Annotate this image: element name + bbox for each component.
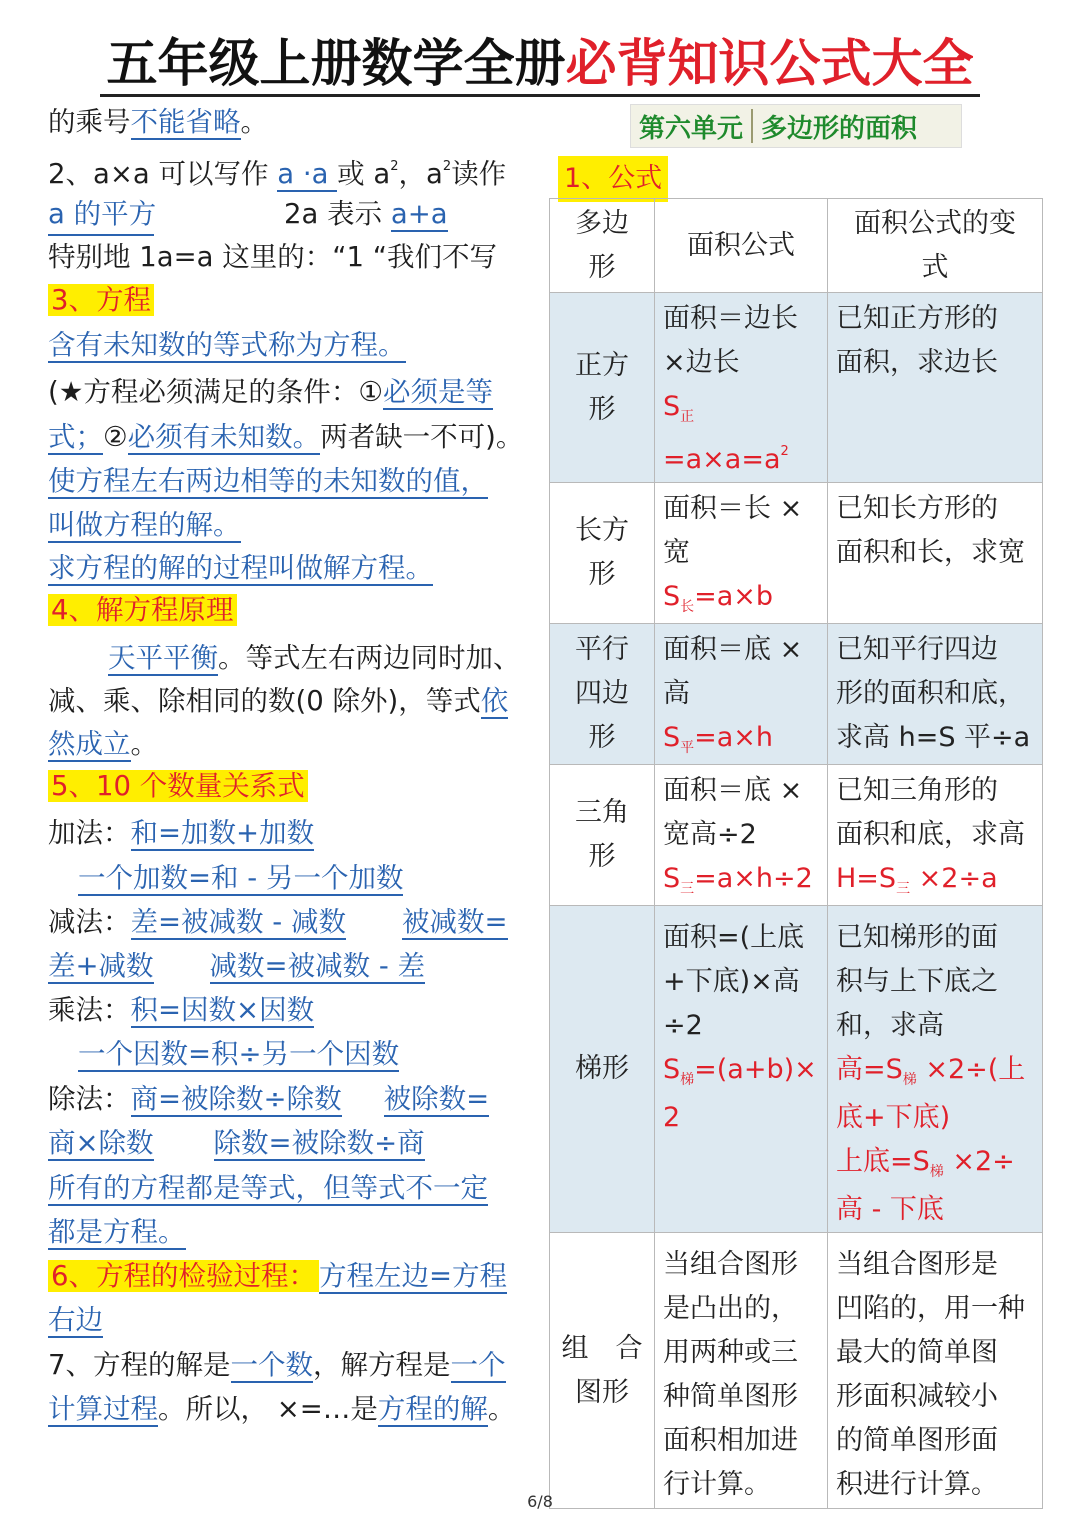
heading-principle: 4、解方程原理 [48,590,237,630]
equation-definition: 含有未知数的等式称为方程。 [48,329,406,361]
line: 所有的方程都是等式，但等式不一定 [48,1172,488,1204]
line: 特别地 1a=a 这里的：“1 “我们不写 [48,241,497,273]
line: 商×除数 除数=被除数÷商 [48,1127,425,1159]
line: 2、a×a 可以写作 a ·a 或 $a^2$，$a^2$读作 [48,158,507,191]
table-header-row: 多边 形 面积公式 面积公式的变 式 [550,199,1043,293]
line: 的乘号不能省略。 [48,106,268,138]
table-row: 正方 形 面积＝边长 ×边长 $S_正=a\times a=a^2$ 已知正方形的 面积，求边长 [550,293,1043,483]
line: 加法：和=加数+加数 [48,817,315,849]
heading-equation: 3、方程 [48,280,154,320]
table-row: 平行 四边 形 面积＝底 × 高 $S_平=a\times h$ 已知平行四边 形的面积和底， 求高 h=S 平÷a [550,624,1043,765]
line: 叫做方程的解。 [48,509,241,541]
unit-tag: 第六单元 多边形的面积 [630,104,962,148]
table-row: 长方 形 面积＝长 × 宽 $S_长=a\times b$ 已知长方形的 面积和长，求宽 [550,483,1043,624]
line: 乘法：积=因数×因数 [48,994,315,1026]
line: 7、方程的解是一个数，解方程是一个 [48,1349,506,1381]
line: 然成立。 [48,728,158,760]
table-row: 梯形 面积=(上底 +下底)×高 ÷2 $S_梯=(a+b)\times$ 2 已知梯形的面 积与上下底之 和，求高 高$=S_梯 \times 2\div$(上 底+下底) 上底$=S_梯 \times 2\div$ 高 - 下底 [550,906,1043,1233]
line: a 的平方 2a 表示 a+a [48,194,448,234]
formula-heading: 1、公式 [558,156,668,202]
line: 都是方程。 [48,1216,186,1248]
line: 一个加数=和 - 另一个加数 [78,862,404,894]
line: 天平平衡。等式左右两边同时加、 [108,642,521,674]
page-number: 6/8 [527,1492,553,1511]
line: (★方程必须满足的条件：①必须是等 [48,376,494,408]
line: 右边 [48,1304,103,1336]
line: 除法：商=被除数÷除数 被除数= [48,1083,490,1115]
line: 式；②必须有未知数。两者缺一不可)。 [48,421,524,453]
table-row: 组 合 图形 当组合图形 是凸出的， 用两种或三 种简单图形 面积相加进 行计算。 当组合图形是 凹陷的，用一种 最大的简单图 形面积减较小 的简单图形面 积进行计算。 [550,1233,1043,1509]
formula-table [549,198,1043,1509]
line: 求方程的解的过程叫做解方程。 [48,552,433,584]
line: 减、乘、除相同的数(0 除外)，等式依 [48,685,509,717]
heading-relations: 5、10 个数量关系式 [48,766,308,806]
line: 计算过程。所以， ×=…是方程的解。 [48,1393,516,1425]
line: 差+减数 减数=被减数 - 差 [48,950,425,982]
line: 一个因数=积÷另一个因数 [78,1038,400,1070]
line: 减法：差=被减数 - 减数 被减数= [48,906,508,938]
heading-check: 6、方程的检验过程： 方程左边=方程 [48,1256,507,1296]
page-title: 五年级上册数学全册必背知识公式大全 [106,35,974,94]
line: 使方程左右两边相等的未知数的值， [48,465,488,497]
title-underline [100,94,980,97]
table-row: 三角 形 面积＝底 × 宽高÷2 $S_三=a\times h\div 2$ 已知三角形的 面积和底，求高 $H=S_三 \times 2\div a$ [550,765,1043,906]
